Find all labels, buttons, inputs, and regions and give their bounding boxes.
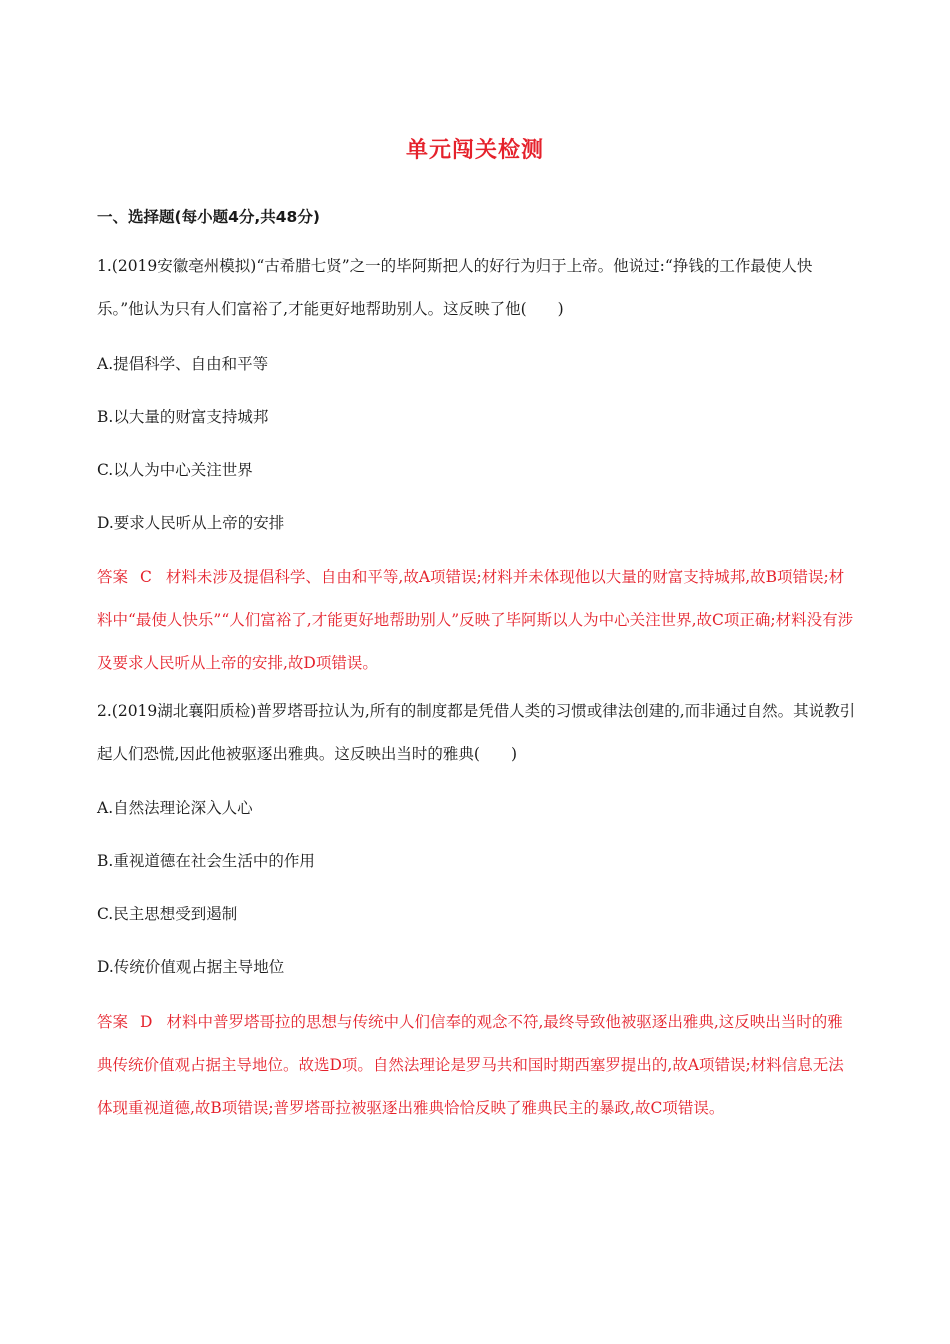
question-1-option-a: A.提倡科学、自由和平等 <box>97 355 269 373</box>
answer-key: C <box>140 568 152 586</box>
question-2-option-b: B.重视道德在社会生活中的作用 <box>97 852 315 870</box>
question-2-option-a: A.自然法理论深入人心 <box>97 799 253 817</box>
answer-label: 答案 <box>97 1013 129 1031</box>
answer-explanation: 材料中普罗塔哥拉的思想与传统中人们信奉的观念不符,最终导致他被驱逐出雅典,这反映出当时的雅典传统价值观占据主导地位。故选D项。自然法理论是罗马共和国时期西塞罗提出的,故A项错误;材料信息无法体现重视道德,故B项错误;普罗塔哥拉被驱逐出雅典恰恰反映了雅典民主的暴政,故C项错误。 <box>97 1013 844 1117</box>
question-2-option-c: C.民主思想受到遏制 <box>97 905 238 923</box>
question-1-answer <box>97 556 857 685</box>
answer-label: 答案 <box>97 568 129 586</box>
question-2-option-d: D.传统价值观占据主导地位 <box>97 958 285 976</box>
question-2-answer <box>97 1001 857 1130</box>
question-1-option-d: D.要求人民听从上帝的安排 <box>97 514 285 532</box>
answer-explanation: 材料未涉及提倡科学、自由和平等,故A项错误;材料并未体现他以大量的财富支持城邦,故B项错误;材料中“最使人快乐”“人们富裕了,才能更好地帮助别人”反映了毕阿斯以人为中心关注世界,故C项正确;材料没有涉及要求人民听从上帝的安排,故D项错误。 <box>97 568 854 672</box>
question-2-stem: 2.(2019湖北襄阳质检)普罗塔哥拉认为,所有的制度都是凭借人类的习惯或律法创建的,而非通过自然。其说教引起人们恐慌,因此他被驱逐出雅典。这反映出当时的雅典( ) <box>97 702 856 763</box>
question-1-option-b: B.以大量的财富支持城邦 <box>97 408 269 426</box>
question-1-stem: 1.(2019安徽亳州模拟)“古希腊七贤”之一的毕阿斯把人的好行为归于上帝。他说过:“挣钱的工作最使人快乐。”他认为只有人们富裕了,才能更好地帮助别人。这反映了他( ) <box>97 257 813 318</box>
page-title: 单元闯关检测 <box>405 138 544 163</box>
section-heading: 一、选择题(每小题4分,共48分) <box>97 208 320 226</box>
question-1-option-c: C.以人为中心关注世界 <box>97 461 253 479</box>
answer-key: D <box>140 1013 153 1031</box>
